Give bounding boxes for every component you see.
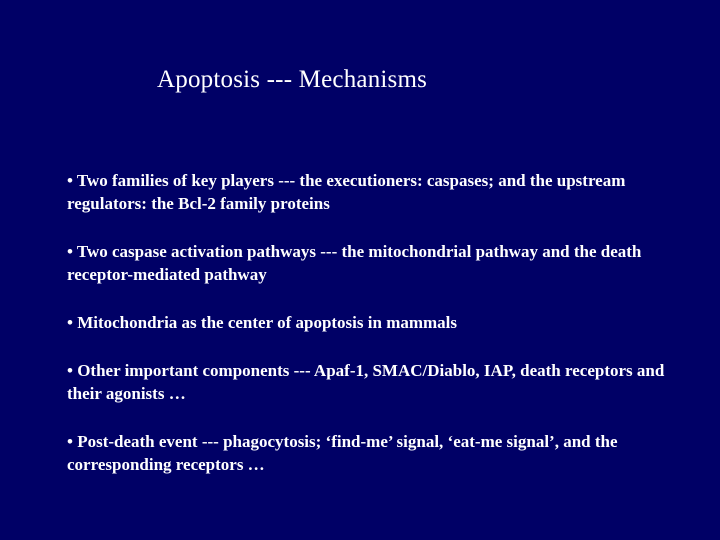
- bullet-item-key-players: • Two families of key players --- the executioners: caspases; and the upstream regulators: the Bcl-2 family proteins: [67, 171, 626, 213]
- bullet-item-activation-pathways: • Two caspase activation pathways --- the mitochondrial pathway and the death receptor-mediated pathway: [67, 242, 642, 284]
- bullet-item-post-death-event: • Post-death event --- phagocytosis; ‘find-me’ signal, ‘eat-me signal’, and the corresponding receptors …: [67, 432, 618, 474]
- slide-title: Apoptosis --- Mechanisms: [157, 66, 428, 93]
- bullet-item-mitochondria: • Mitochondria as the center of apoptosis in mammals: [67, 313, 458, 332]
- bullet-list: [67, 169, 677, 501]
- bullet-item-other-components: • Other important components --- Apaf-1, SMAC/Diablo, IAP, death receptors and their agonists …: [67, 361, 665, 403]
